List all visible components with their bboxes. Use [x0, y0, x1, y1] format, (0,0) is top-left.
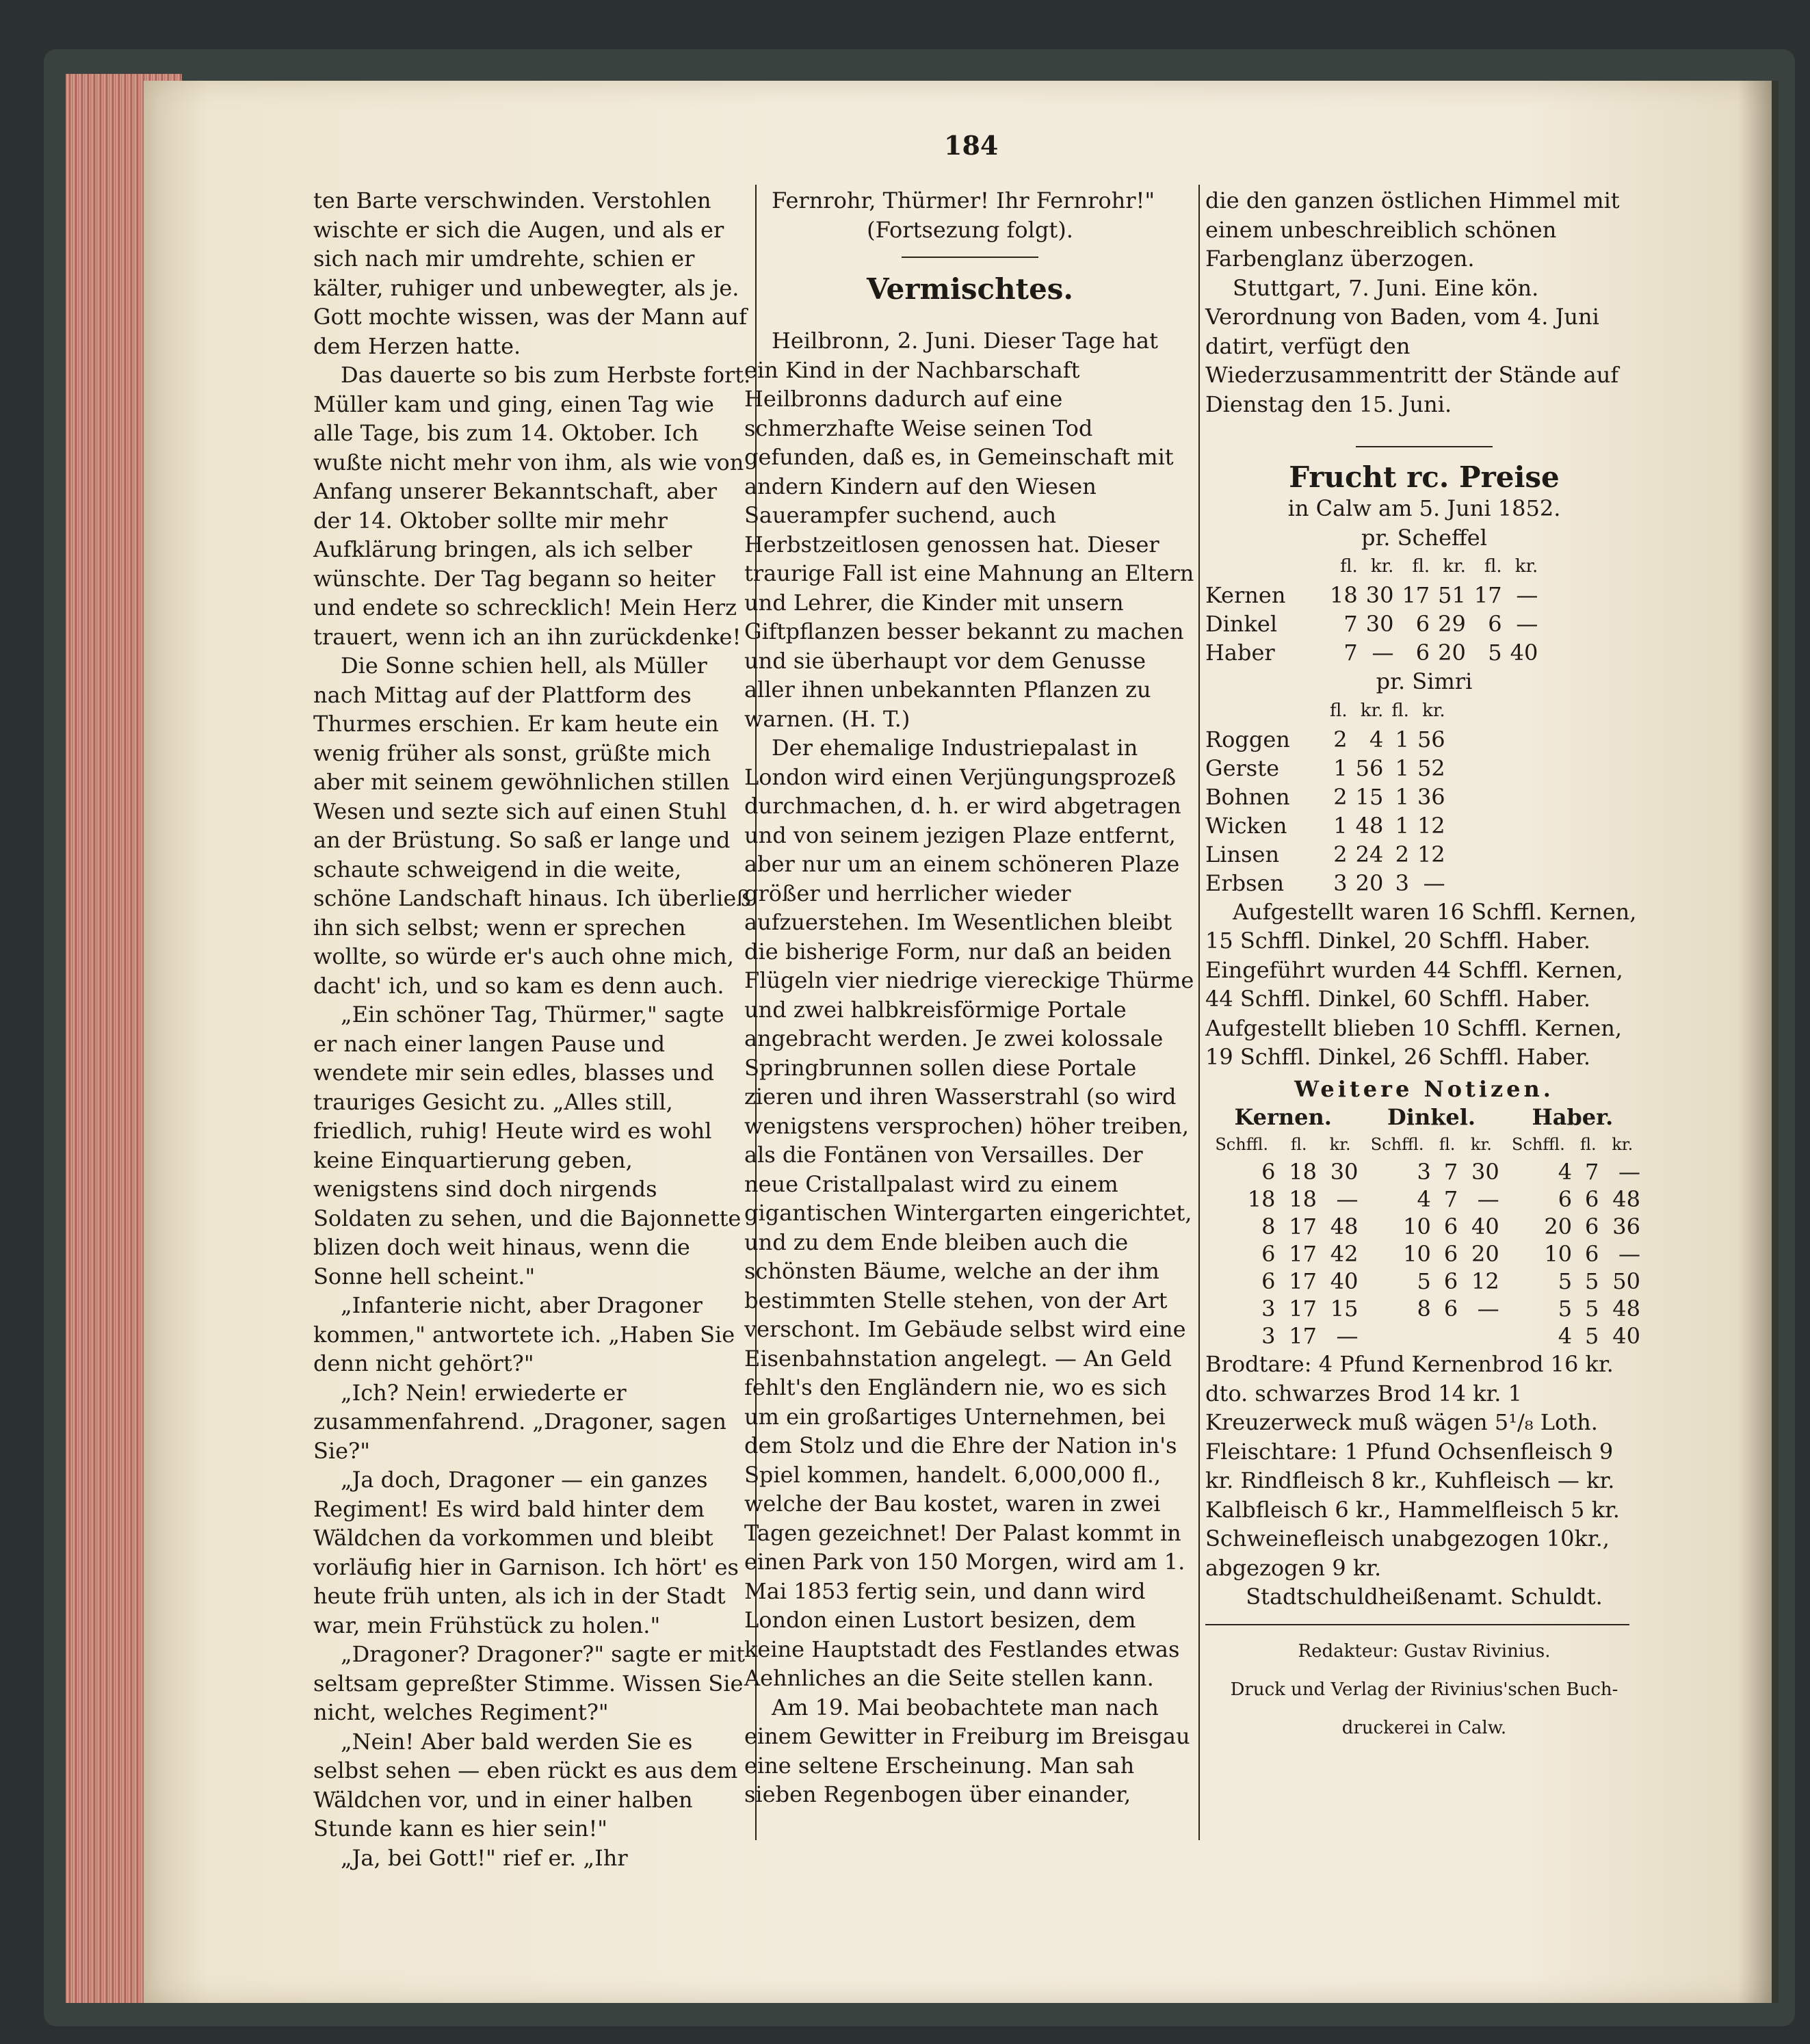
column-3 [1205, 186, 1643, 1747]
table-cell: 5 [1585, 1296, 1599, 1322]
col1-paragraph: „Dragoner? Dragoner?" sagte er mit seltsam gepreßter Stimme. Wissen Sie nicht, welches Regiment?" [313, 1641, 745, 1725]
table-cell: 6 [1443, 1241, 1458, 1267]
table-cell: 1 [1333, 755, 1348, 781]
table-header-row [1205, 1131, 1643, 1158]
table-cell: 56 [1355, 755, 1384, 781]
col1-paragraph: „Ja doch, Dragoner — ein ganzes Regiment! Es wird bald hinter dem Wäldchen da vorkommen und bleibt vorläufig hier in Garnison. Ich hört' es heute früh unten, als ich in der Stadt war, mein Frühstück zu holen." [313, 1467, 739, 1638]
table-row [1205, 1268, 1643, 1295]
table-row [1205, 869, 1450, 897]
table-cell: 6 [1261, 1268, 1276, 1294]
table-cell: 1 [1395, 783, 1409, 810]
row-label: Roggen [1205, 726, 1290, 752]
table-cell: 48 [1355, 812, 1384, 839]
table-cell: 20 [1544, 1214, 1573, 1240]
table-cell: 5 [1558, 1296, 1573, 1322]
table-cell: 56 [1417, 726, 1445, 752]
col1-paragraph: „Ja, bei Gott!" rief er. „Ihr [341, 1844, 628, 1871]
col1-paragraph: Die Sonne schien hell, als Müller nach Mittag auf der Plattform des Thurmes erschien. Er kam heute ein wenig früher als sonst, grüßte mich aber mit seinem gewöhnlichen stillen Wesen und sezte sich auf einen Stuhl an der Brüstung. So saß er lange und schaute schweigend in die weite, schöne Landschaft hinaus. Ich überließ ihn sich selbst; wenn er sprechen wollte, so würde er's auch ohne mich, dacht' ich, und so kam es denn auch. [313, 653, 751, 999]
group-dinkel: Dinkel. [1387, 1104, 1476, 1130]
table-cell: 12 [1471, 1268, 1499, 1294]
table-cell [1361, 1322, 1433, 1350]
table-cell: 7 [1585, 1159, 1599, 1185]
column-1 [313, 186, 751, 1872]
group-haber: Haber. [1532, 1104, 1614, 1130]
table-row [1205, 1240, 1643, 1268]
col1-paragraph: „Nein! Aber bald werden Sie es selbst sehen — eben rückt es aus dem Wäldchen vor, und in einer halben Stunde kann es hier sein!" [313, 1728, 738, 1842]
table-cell: — [1477, 1296, 1499, 1322]
table-cell: 6 [1415, 640, 1430, 666]
header-kr: kr. [1443, 556, 1466, 577]
header-cell: fl. [1579, 1135, 1597, 1154]
table-cell: — [1336, 1186, 1359, 1212]
table-cell: — [1372, 640, 1394, 666]
table-cell: 5 [1585, 1268, 1599, 1294]
editor-line: Redakteur: Gustav Rivinius. [1298, 1640, 1551, 1662]
col3-stuttgart: Stuttgart, 7. Juni. Eine kön. Verordnung von Baden, vom 4. Juni datirt, verfügt den Wiederzusammentritt der Stände auf Dienstag den 15. Juni. [1205, 274, 1619, 417]
header-fl: fl. [1340, 556, 1358, 577]
table-cell: 17 [1289, 1323, 1317, 1349]
table-cell: 5 [1558, 1268, 1573, 1294]
table-cell: — [1423, 869, 1445, 896]
col1-paragraph: „Ein schöner Tag, Thürmer," sagte er nach einer langen Pause und wendete mir sein edles, blasses und trauriges Gesicht zu. „Alles still, friedlich, ruhig! Heute wird es wohl keine Einquartierung geben, wenigstens sind doch nirgends Soldaten zu sehen, und die Bajonnette blizen doch weit hinaus, wenn die Sonne hell scheint." [313, 1001, 742, 1289]
table-cell: 17 [1289, 1268, 1317, 1294]
table-cell: 17 [1289, 1241, 1317, 1267]
scheffel-price-table [1205, 552, 1542, 667]
table-cell: 1 [1395, 755, 1409, 781]
table-cell: 42 [1330, 1241, 1359, 1267]
table-cell: — [1516, 611, 1538, 637]
table-cell: — [1618, 1159, 1640, 1185]
header-fl: fl. [1391, 700, 1409, 721]
col1-paragraph: „Infanterie nicht, aber Dragoner kommen," antwortete ich. „Haben Sie denn nicht gehört?" [313, 1292, 735, 1376]
table-cell: 40 [1471, 1214, 1499, 1240]
table-cell: 10 [1403, 1241, 1431, 1267]
table-cell [1434, 1322, 1460, 1350]
header-fl: fl. [1330, 700, 1348, 721]
header-kr: kr. [1514, 556, 1538, 577]
col1-paragraph: Das dauerte so bis zum Herbste fort. Müller kam und ging, einen Tag wie alle Tage, bis zum 14. Oktober. Ich wußte nicht mehr von ihm, als wie von Anfang unserer Bekanntschaft, aber der 14. Oktober sollte mir mehr Aufklärung bringen, als ich selber wünschte. Der Tag begann so heiter und endete so schrecklich! Mein Herz trauert, wenn ich an ihn zurückdenke! [313, 362, 751, 650]
table-cell: 8 [1261, 1214, 1276, 1240]
aufgestellt-text: Aufgestellt waren 16 Schffl. Kernen, 15 Schffl. Dinkel, 20 Schffl. Haber. Eingeführt wurden 44 Schffl. Kernen, 44 Schffl. Dinkel, 60 Schffl. Haber. Aufgestellt blieben 10 Schffl. Kernen, 19 Schffl. Dinkel, 26 Schffl. Haber. [1205, 898, 1637, 1070]
table-cell: 15 [1355, 783, 1384, 810]
table-cell: 40 [1330, 1268, 1359, 1294]
notizen-table [1205, 1103, 1643, 1350]
table-cell: 17 [1402, 582, 1430, 608]
table-header-row [1205, 552, 1542, 581]
header-cell: Schffl. [1370, 1135, 1424, 1154]
col2-paragraph: Heilbronn, 2. Juni. Dieser Tage hat ein Kind in der Nachbarschaft Heilbronns dadurch auf eine schmerzhafte Weise seinen Tod gefunden, daß es, in Gemeinschaft mit andern Kindern auf den Wiesen Sauerampfer suchend, auch Herbstzeitlosen genossen hat. Dieser traurige Fall ist eine Mahnung an Eltern und Lehrer, die Kinder mit unsern Giftpflanzen besser bekannt zu machen und sie überhaupt vor dem Genusse aller ihnen unbekannten Pflanzen zu warnen. (H. T.) [744, 328, 1194, 732]
col1-paragraph: „Ich? Nein! erwiederte er zusammenfahrend. „Dragoner, sagen Sie?" [313, 1379, 726, 1464]
table-cell: 6 [1443, 1296, 1458, 1322]
table-cell: 48 [1612, 1186, 1640, 1212]
table-cell: 10 [1544, 1241, 1573, 1267]
table-cell [1460, 1322, 1502, 1350]
table-cell: 1 [1395, 812, 1409, 839]
table-cell: 3 [1261, 1296, 1276, 1322]
table-cell: 6 [1261, 1241, 1276, 1267]
table-row [1205, 725, 1450, 754]
row-label: Dinkel [1205, 611, 1278, 637]
table-cell: 7 [1343, 611, 1358, 637]
table-cell: 30 [1330, 1159, 1359, 1185]
table-cell: 3 [1395, 869, 1409, 896]
section-heading: Vermischtes. [866, 272, 1074, 306]
table-cell: 8 [1417, 1296, 1431, 1322]
header-fl: fl. [1412, 556, 1430, 577]
table-cell: 1 [1333, 812, 1348, 839]
table-cell: 2 [1395, 841, 1409, 867]
table-cell: 20 [1438, 640, 1466, 666]
printer-line: druckerei in Calw. [1341, 1717, 1507, 1738]
table-row [1205, 1295, 1643, 1322]
brodtare-text: Brodtare: 4 Pfund Kernenbrod 16 kr. dto. schwarzes Brod 14 kr. 1 Kreuzerweck muß wägen 5¹/₈ Loth. Fleischtare: 1 Pfund Ochsenfleisch 9 kr. Rindfleisch 8 kr., Kuhfleisch — kr. Kalbfleisch 6 kr., Hammelfleisch 5 kr. Schweinefleisch unabgezogen 10kr., abgezogen 9 kr. [1205, 1351, 1620, 1581]
table-cell: 6 [1585, 1241, 1599, 1267]
table-cell: 3 [1333, 869, 1348, 896]
row-label: Kernen [1205, 582, 1286, 608]
table-cell: 18 [1289, 1186, 1317, 1212]
table-row [1205, 783, 1450, 811]
table-cell: 17 [1289, 1296, 1317, 1322]
table-cell: 18 [1330, 582, 1358, 608]
table-cell: 5 [1585, 1323, 1599, 1349]
section-divider [1356, 446, 1493, 447]
table-cell: 4 [1558, 1159, 1573, 1185]
table-cell: 20 [1355, 869, 1384, 896]
header-cell: kr. [1612, 1135, 1634, 1154]
table-cell: 40 [1510, 640, 1538, 666]
table-cell: 40 [1612, 1323, 1640, 1349]
table-cell: — [1516, 582, 1538, 608]
table-cell: 4 [1417, 1186, 1431, 1212]
table-row [1205, 1322, 1643, 1350]
header-cell: kr. [1470, 1135, 1492, 1154]
table-cell: 2 [1333, 783, 1348, 810]
page-number: 184 [944, 130, 999, 161]
table-row [1205, 1185, 1643, 1213]
table-cell: — [1618, 1241, 1640, 1267]
row-label: Wicken [1205, 812, 1287, 839]
table-cell: 18 [1247, 1186, 1276, 1212]
table-cell: 4 [1369, 726, 1384, 752]
col3-intro: die den ganzen östlichen Himmel mit einem unbeschreiblich schönen Farbenglanz überzogen. [1205, 187, 1620, 272]
table-row [1205, 1158, 1643, 1185]
header-cell: Schffl. [1215, 1135, 1269, 1154]
prices-title: Frucht rc. Preise [1289, 460, 1560, 494]
table-cell: 17 [1473, 582, 1502, 608]
table-cell: 30 [1365, 611, 1394, 637]
table-row [1205, 581, 1542, 610]
table-cell: 1 [1395, 726, 1409, 752]
table-row [1205, 840, 1450, 869]
row-label: Haber [1205, 640, 1275, 666]
table-cell: 7 [1443, 1186, 1458, 1212]
table-cell: 52 [1417, 755, 1445, 781]
group-header-row [1205, 1103, 1643, 1131]
header-cell: kr. [1329, 1135, 1351, 1154]
table-cell: 6 [1415, 611, 1430, 637]
table-cell: 24 [1355, 841, 1384, 867]
row-label: Gerste [1205, 755, 1280, 781]
table-cell: 17 [1289, 1214, 1317, 1240]
table-cell: 10 [1403, 1214, 1431, 1240]
table-cell: 4 [1558, 1323, 1573, 1349]
printer-line: Druck und Verlag der Rivinius'schen Buch- [1230, 1679, 1618, 1700]
table-cell: 2 [1333, 726, 1348, 752]
table-row [1205, 610, 1542, 638]
table-cell: 5 [1417, 1268, 1431, 1294]
header-kr: kr. [1360, 700, 1384, 721]
col2-intro: Fernrohr, Thürmer! Ihr Fernrohr!" [772, 187, 1155, 213]
table-cell: 18 [1289, 1159, 1317, 1185]
table-cell: 6 [1488, 611, 1502, 637]
table-cell: 20 [1471, 1241, 1499, 1267]
header-kr: kr. [1370, 556, 1394, 577]
row-label: Bohnen [1205, 783, 1290, 810]
table-cell: 36 [1612, 1214, 1640, 1240]
col1-paragraph: ten Barte verschwinden. Verstohlen wischte er sich die Augen, und als er sich nach mir umdrehte, schien er kälter, ruhiger und unbewegter, als je. Gott mochte wissen, was der Mann auf dem Herzen hatte. [313, 187, 747, 359]
table-cell: 6 [1585, 1186, 1599, 1212]
table-cell: 6 [1558, 1186, 1573, 1212]
table-cell: 2 [1333, 841, 1348, 867]
prices-subtitle: in Calw am 5. Juni 1852. [1287, 495, 1561, 521]
column-2 [744, 186, 1196, 1809]
col2-paragraph: Am 19. Mai beobachtete man nach einem Gewitter in Freiburg im Breisgau eine seltene Erscheinung. Man sah sieben Regenbogen über einander, [744, 1694, 1190, 1807]
table-cell: 30 [1471, 1159, 1499, 1185]
continued-note: (Fortsezung folgt). [867, 216, 1073, 243]
unit-simri: pr. Simri [1376, 668, 1473, 694]
header-kr: kr. [1422, 700, 1445, 721]
table-row [1205, 1213, 1643, 1240]
table-cell: 51 [1438, 582, 1466, 608]
header-cell: Schffl. [1512, 1135, 1565, 1154]
table-cell: 5 [1488, 640, 1502, 666]
table-cell: 12 [1417, 812, 1445, 839]
table-cell: 48 [1330, 1214, 1359, 1240]
row-label: Erbsen [1205, 869, 1285, 896]
table-row [1205, 754, 1450, 783]
table-cell: 6 [1443, 1214, 1458, 1240]
table-header-row [1205, 696, 1450, 725]
header-cell: fl. [1290, 1135, 1307, 1154]
table-cell: 3 [1417, 1159, 1431, 1185]
table-cell: 15 [1330, 1296, 1359, 1322]
header-fl: fl. [1484, 556, 1502, 577]
table-cell: 6 [1261, 1159, 1276, 1185]
table-cell: 30 [1365, 582, 1394, 608]
table-cell: 29 [1438, 611, 1466, 637]
table-row [1205, 638, 1542, 667]
footer-divider [1205, 1624, 1629, 1625]
table-cell: — [1477, 1186, 1499, 1212]
notizen-title: Weitere Notizen. [1294, 1075, 1554, 1102]
simri-price-table [1205, 696, 1450, 897]
row-label: Linsen [1205, 841, 1280, 867]
table-cell: — [1336, 1323, 1359, 1349]
column-rule-2 [1198, 185, 1200, 1840]
table-cell: 36 [1417, 783, 1445, 810]
table-row [1205, 811, 1450, 840]
table-cell: 50 [1612, 1268, 1640, 1294]
unit-scheffel: pr. Scheffel [1361, 524, 1487, 551]
table-cell: 6 [1585, 1214, 1599, 1240]
section-divider [902, 257, 1038, 258]
signature: Stadtschuldheißenamt. Schuldt. [1246, 1584, 1603, 1610]
col2-paragraph: Der ehemalige Industriepalast in London wird einen Verjüngungsprozeß durchmachen, d. h. er wird abgetragen und von seinem jezigen Plaze entfernt, aber nur um an einem schöneren Plaze größer und herrlicher wieder aufzuerstehen. Im Wesentlichen bleibt die bisherige Form, nur daß an beiden Flügeln vier niedrige viereckige Thürme und zwei halbkreisförmige Portale angebracht werden. Je zwei kolossale Springbrunnen sollen diese Portale zieren und ihren Wasserstrahl (so wird wenigstens versprochen) höher treiben, als die Fontänen von Versailles. Der neue Cristallpalast wird zu einem gigantischen Wintergarten eingerichtet, und zu dem Ende bleiben auch die schönsten Bäume, welche an der ihm bestimmten Stelle stehen, von der Art verschont. Im Gebäude selbst wird eine Eisenbahnstation angelegt. — An Geld fehlt's den Engländern nie, wo es sich um ein großartiges Unternehmen, bei dem Stolz und die Ehre der Nation in's Spiel kommen, handelt. 6,000,000 fl., welche der Bau kostet, waren in zwei Tagen gezeichnet! Der Palast kommt in einen Park von 150 Morgen, wird am 1. Mai 1853 fertig sein, und dann wird London einen Lustort besizen, dem keine Hauptstadt des Festlandes etwas Aehnliches an die Seite stellen kann. [744, 735, 1194, 1691]
header-cell: fl. [1439, 1135, 1456, 1154]
table-cell: 3 [1261, 1323, 1276, 1349]
gutter-shadow [1737, 81, 1779, 2003]
group-kernen: Kernen. [1234, 1104, 1332, 1130]
table-cell: 7 [1343, 640, 1358, 666]
table-cell: 6 [1443, 1268, 1458, 1294]
table-cell: 7 [1443, 1159, 1458, 1185]
table-cell: 48 [1612, 1296, 1640, 1322]
table-cell: 12 [1417, 841, 1445, 867]
